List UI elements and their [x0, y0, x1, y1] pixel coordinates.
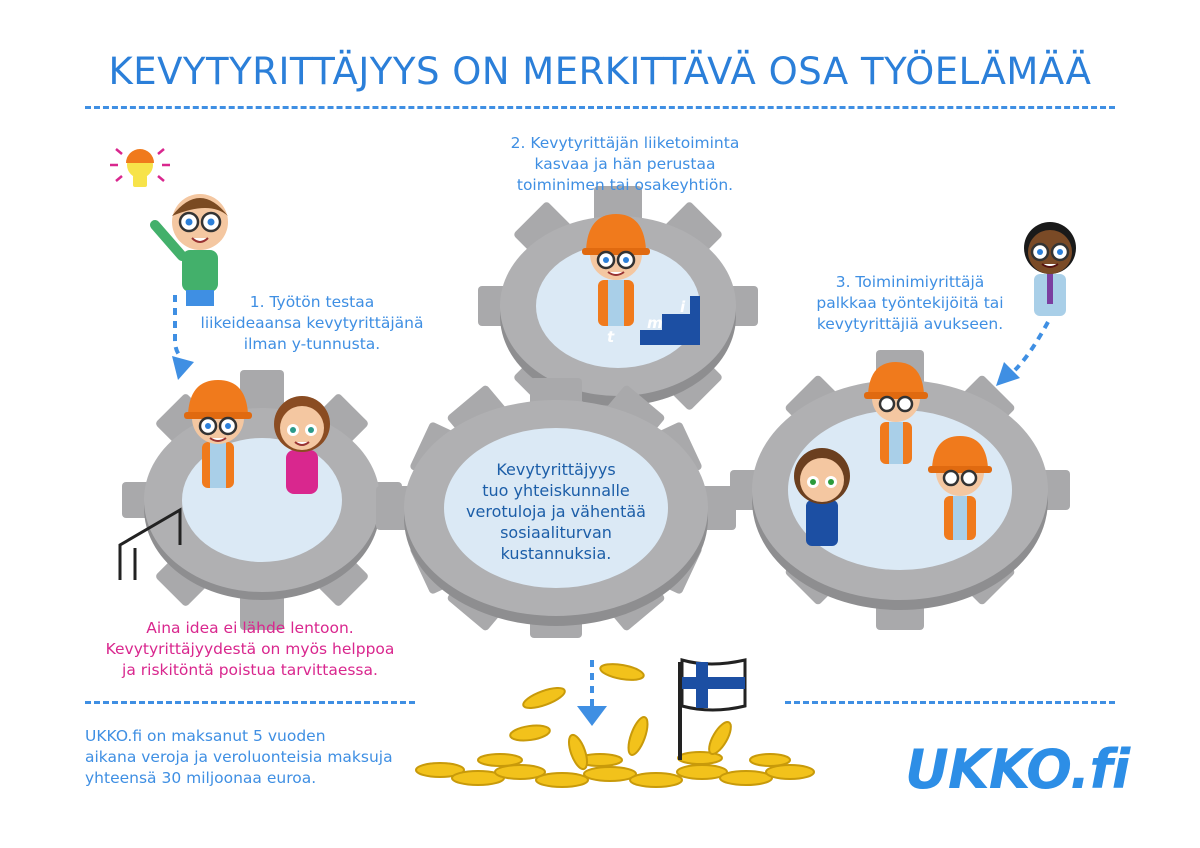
center-message: [446, 459, 666, 564]
lightbulb-icon: [110, 149, 170, 187]
step1-line: ilman y-tunnusta.: [243, 335, 381, 353]
step2-line: 2. Kevytyrittäjän liiketoiminta: [510, 134, 740, 152]
step3-line: kevytyrittäjiä avukseen.: [816, 315, 1004, 333]
step1-text: [182, 292, 442, 355]
footer-line: yhteensä 30 miljoonaa euroa.: [85, 769, 317, 787]
footer-note: [85, 726, 415, 789]
exit-note-line: Aina idea ei lähde lentoon.: [146, 619, 354, 637]
exit-note-line: ja riskitöntä poistua tarvittaessa.: [122, 661, 378, 679]
tmi-letter-m: m: [647, 314, 663, 332]
bottom-divider-left: [85, 701, 415, 704]
step3-text: [790, 272, 1030, 335]
employee-top-right: [1024, 222, 1076, 316]
step1-line: 1. Työtön testaa: [249, 293, 375, 311]
bottom-divider-right: [785, 701, 1115, 704]
step2-line: toiminimen tai osakeyhtiön.: [516, 176, 734, 194]
center-line: Kevytyrittäjyys: [496, 460, 616, 479]
center-line: sosiaaliturvan: [500, 523, 612, 542]
step2-text: [470, 133, 780, 196]
step1-line: liikeideaansa kevytyrittäjänä: [200, 314, 424, 332]
center-line: tuo yhteiskunnalle: [482, 481, 630, 500]
tmi-letter-i: i: [680, 298, 686, 316]
coin-pile: [416, 661, 814, 787]
tmi-letter-t: t: [607, 328, 615, 346]
exit-note: [80, 618, 420, 681]
ukko-logo[interactable]: UKKO.fi: [905, 738, 1130, 801]
page-title: KEVYTYRITTÄJYYS ON MERKITTÄVÄ OSA TYÖELÄMÄÄ: [108, 50, 1092, 93]
step3-line: 3. Toiminimiyrittäjä: [835, 273, 985, 291]
gear-left: [122, 370, 402, 630]
exit-note-line: Kevytyrittäjyydestä on myös helppoa: [105, 640, 395, 658]
footer-line: aikana veroja ja veroluonteisia maksuja: [85, 748, 393, 766]
footer-line: UKKO.fi on maksanut 5 vuoden: [85, 727, 326, 745]
step2-line: kasvaa ja hän perustaa: [534, 155, 716, 173]
center-line: kustannuksia.: [500, 544, 612, 563]
center-line: verotuloja ja vähentää: [466, 502, 646, 521]
person-idea: [155, 194, 228, 306]
step3-line: palkkaa työntekijöitä tai: [816, 294, 1004, 312]
